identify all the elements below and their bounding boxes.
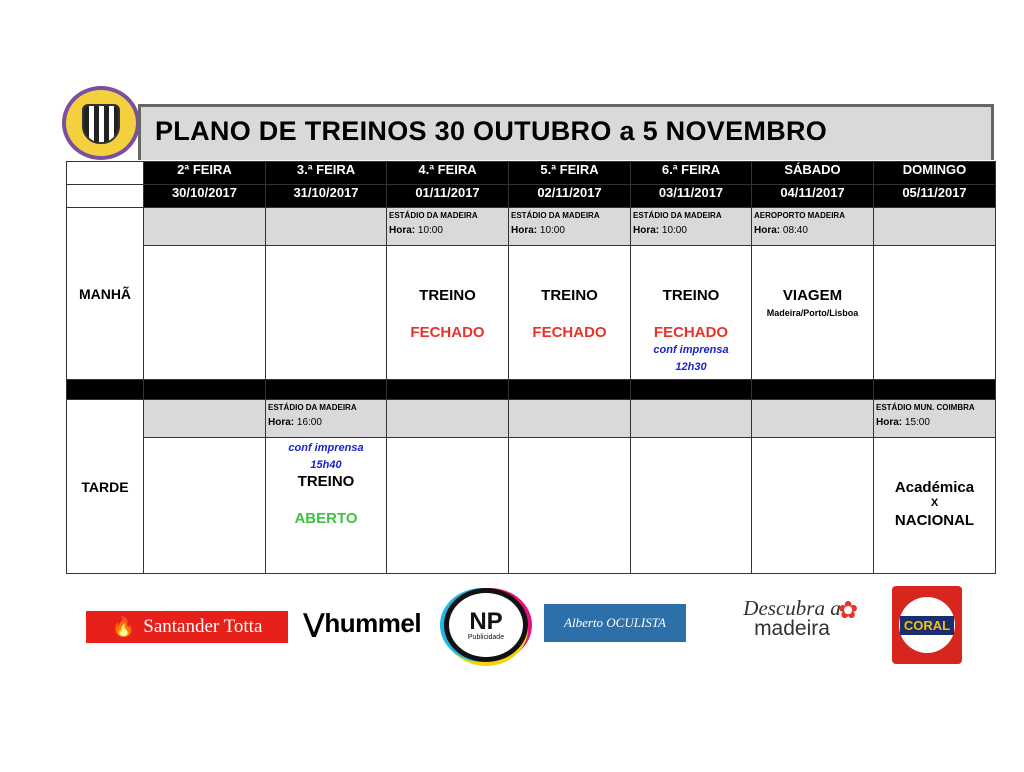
activity-cell	[387, 438, 509, 574]
venue-text: ESTÁDIO DA MADEIRA	[268, 403, 357, 412]
hummel-logo: ⋁hummel	[303, 608, 422, 638]
alberto-oculista-logo: Alberto OCULISTA	[544, 604, 686, 642]
venue-text: ESTÁDIO DA MADEIRA	[511, 211, 600, 220]
day-name: 3.ª FEIRA	[266, 162, 387, 185]
away-team: NACIONAL	[894, 512, 975, 529]
route-text: Madeira/Porto/Lisboa	[766, 308, 859, 318]
press-conference-text: conf imprensa	[653, 344, 729, 356]
dates-row	[67, 185, 996, 208]
corner-cell	[67, 162, 144, 185]
activity-text: VIAGEM	[782, 287, 843, 304]
venue-text: AEROPORTO MADEIRA	[754, 211, 845, 220]
status-text: FECHADO	[653, 324, 729, 341]
venue-text: ESTÁDIO MUN. COIMBRA	[876, 403, 975, 412]
info-cell	[387, 208, 509, 246]
activity-text: TREINO	[662, 287, 720, 304]
afternoon-main-row	[67, 438, 996, 574]
chevron-icon: ⋁	[303, 608, 325, 638]
day-name: SÁBADO	[752, 162, 874, 185]
activity-cell	[266, 438, 387, 574]
crest-stripes-icon	[82, 104, 120, 144]
day-date: 01/11/2017	[387, 185, 509, 208]
activity-cell	[874, 246, 996, 380]
page-title: PLANO DE TREINOS 30 OUTUBRO a 5 NOVEMBRO	[155, 116, 828, 146]
info-cell	[631, 400, 752, 438]
afternoon-label: TARDE	[67, 400, 144, 574]
activity-cell	[752, 438, 874, 574]
day-date: 05/11/2017	[874, 185, 996, 208]
day-names-row	[67, 162, 996, 185]
activity-cell	[144, 438, 266, 574]
activity-cell	[509, 438, 631, 574]
time-text: Hora: 10:00	[633, 225, 687, 236]
activity-text: TREINO	[297, 473, 355, 490]
day-name: 6.ª FEIRA	[631, 162, 752, 185]
day-name: 2ª FEIRA	[144, 162, 266, 185]
day-date: 03/11/2017	[631, 185, 752, 208]
versus-text: X	[930, 497, 939, 509]
info-cell	[874, 208, 996, 246]
activity-cell	[266, 246, 387, 380]
day-date: 30/10/2017	[144, 185, 266, 208]
activity-cell	[509, 246, 631, 380]
training-schedule-table	[66, 161, 996, 574]
np-publicidade-logo: NP Publicidade	[444, 588, 528, 662]
day-name: DOMINGO	[874, 162, 996, 185]
day-date: 31/10/2017	[266, 185, 387, 208]
flower-icon: ✿	[838, 597, 859, 624]
press-conference-text: conf imprensa	[288, 442, 364, 454]
activity-cell	[752, 246, 874, 380]
time-text: Hora: 10:00	[389, 225, 443, 236]
press-conference-time: 12h30	[675, 361, 707, 373]
morning-main-row	[67, 246, 996, 380]
day-date: 02/11/2017	[509, 185, 631, 208]
info-cell	[509, 208, 631, 246]
venue-text: ESTÁDIO DA MADEIRA	[633, 211, 722, 220]
time-text: Hora: 16:00	[268, 417, 322, 428]
activity-cell	[874, 438, 996, 574]
status-text: FECHADO	[532, 324, 607, 341]
info-cell	[509, 400, 631, 438]
afternoon-info-row	[67, 400, 996, 438]
descubra-madeira-logo: Descubra a madeira	[743, 596, 841, 640]
flame-icon: 🔥	[111, 617, 136, 638]
activity-cell	[387, 246, 509, 380]
corner-cell	[67, 185, 144, 208]
time-text: Hora: 08:40	[754, 225, 808, 236]
info-cell	[266, 400, 387, 438]
morning-info-row	[67, 208, 996, 246]
home-team: Académica	[894, 479, 975, 496]
activity-cell	[631, 246, 752, 380]
info-cell	[387, 400, 509, 438]
time-text: Hora: 15:00	[876, 417, 930, 428]
press-conference-time: 15h40	[310, 459, 342, 471]
club-crest-logo	[62, 86, 140, 160]
info-cell	[266, 208, 387, 246]
separator-row	[67, 380, 996, 400]
venue-text: ESTÁDIO DA MADEIRA	[389, 211, 478, 220]
info-cell	[144, 208, 266, 246]
info-cell	[631, 208, 752, 246]
info-cell	[752, 208, 874, 246]
status-text: FECHADO	[410, 324, 485, 341]
info-cell	[874, 400, 996, 438]
day-date: 04/11/2017	[752, 185, 874, 208]
activity-cell	[144, 246, 266, 380]
activity-text: TREINO	[419, 287, 476, 304]
status-text: ABERTO	[294, 510, 358, 527]
info-cell	[752, 400, 874, 438]
morning-label: MANHÃ	[67, 208, 144, 380]
time-text: Hora: 10:00	[511, 225, 565, 236]
info-cell	[144, 400, 266, 438]
coral-beer-logo: CORAL	[892, 586, 962, 664]
day-name: 4.ª FEIRA	[387, 162, 509, 185]
activity-cell	[631, 438, 752, 574]
activity-text: TREINO	[541, 287, 598, 304]
santander-logo: 🔥 Santander Totta	[86, 611, 288, 643]
day-name: 5.ª FEIRA	[509, 162, 631, 185]
